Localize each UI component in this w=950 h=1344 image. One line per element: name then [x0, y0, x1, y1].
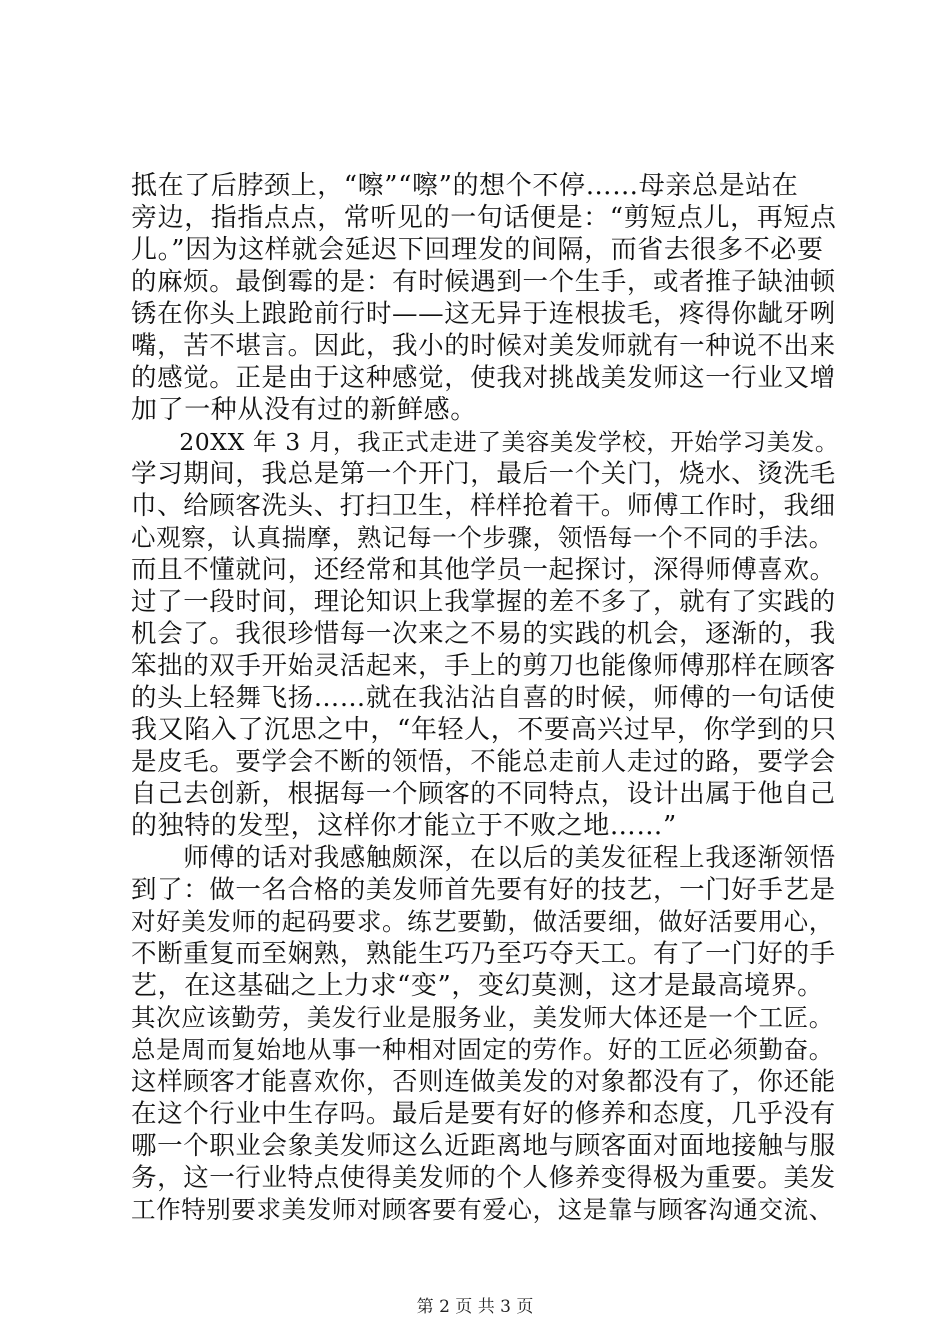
text-line: 的麻烦。最倒霉的是：有时候遇到一个生手，或者推子缺油顿: [131, 267, 836, 297]
text-line: 哪一个职业会象美发师这么近距离地与顾客面对面地接触与服: [131, 1131, 836, 1161]
text-line: 嘴，苦不堪言。因此，我小的时候对美发师就有一种说不出来: [131, 331, 836, 361]
text-line: 的独特的发型，这样你才能立于不败之地……”: [131, 811, 677, 841]
text-line: 心观察，认真揣摩，熟记每一个步骤，领悟每一个不同的手法。: [131, 523, 834, 552]
text-line: 我又陷入了沉思之中，“年轻人，不要高兴过早，你学到的只: [131, 715, 837, 745]
text-line: 总是周而复始地从事一种相对固定的劳作。好的工匠必须勤奋。: [131, 1035, 834, 1064]
text-line: 不断重复而至娴熟，熟能生巧乃至巧夺天工。有了一门好的手: [131, 939, 836, 969]
text-line: 加了一种从没有过的新鲜感。: [131, 395, 477, 425]
text-line: 在这个行业中生存吗。最后是要有好的修养和态度，几乎没有: [131, 1099, 836, 1129]
text-line: 的头上轻舞飞扬……就在我沾沾自喜的时候，师傅的一句话使: [131, 683, 836, 713]
text-line: 锈在你头上踉跄前行时——这无异于连根拔毛，疼得你龇牙咧: [131, 299, 836, 329]
text-line: 巾、给顾客洗头、打扫卫生，样样抢着干。师傅工作时，我细: [131, 491, 836, 521]
text-line: 艺，在这基础之上力求“变”，变幻莫测，这才是最高境界。: [131, 971, 824, 1001]
page-footer: 第 2 页 共 3 页: [416, 1297, 534, 1317]
text-line: 机会了。我很珍惜每一次来之不易的实践的机会，逐渐的，我: [131, 619, 836, 649]
text-line: 这样顾客才能喜欢你，否则连做美发的对象都没有了，你还能: [131, 1067, 836, 1097]
text-line: 工作特别要求美发师对顾客要有爱心，这是靠与顾客沟通交流、: [131, 1195, 834, 1224]
text-line: 到了：做一名合格的美发师首先要有好的技艺，一门好手艺是: [131, 875, 836, 905]
text-line: 20XX 年 3 月，我正式走进了美容美发学校，开始学习美发。: [131, 428, 840, 456]
text-line: 学习期间，我总是第一个开门，最后一个关门，烧水、烫洗毛: [131, 459, 836, 489]
text-line: 而且不懂就问，还经常和其他学员一起探讨，深得师傅喜欢。: [131, 555, 836, 585]
text-line: 抵在了后脖颈上，“嚓”“嚓”的想个不停……母亲总是站在: [131, 171, 799, 201]
text-line: 的感觉。正是由于这种感觉，使我对挑战美发师这一行业又增: [131, 363, 836, 393]
text-line: 其次应该勤劳，美发行业是服务业，美发师大体还是一个工匠。: [131, 1003, 834, 1032]
text-line: 旁边，指指点点，常听见的一句话便是：“剪短点儿，再短点: [131, 203, 837, 233]
body-text: [131, 170, 843, 1226]
text-line: 是皮毛。要学会不断的领悟，不能总走前人走过的路，要学会: [131, 747, 836, 777]
text-line: 儿。”因为这样就会延迟下回理发的间隔，而省去很多不必要: [131, 235, 824, 265]
text-line: 对好美发师的起码要求。练艺要勤，做活要细，做好活要用心，: [131, 907, 834, 936]
text-line: 过了一段时间，理论知识上我掌握的差不多了，就有了实践的: [131, 587, 836, 617]
text-line: 自己去创新，根据每一个顾客的不同特点，设计出属于他自己: [131, 779, 836, 809]
text-line: 务，这一行业特点使得美发师的个人修养变得极为重要。美发: [131, 1163, 836, 1193]
text-line: 师傅的话对我感触颇深，在以后的美发征程上我逐渐领悟: [131, 843, 836, 873]
text-line: 笨拙的双手开始灵活起来，手上的剪刀也能像师傅那样在顾客: [131, 651, 836, 681]
